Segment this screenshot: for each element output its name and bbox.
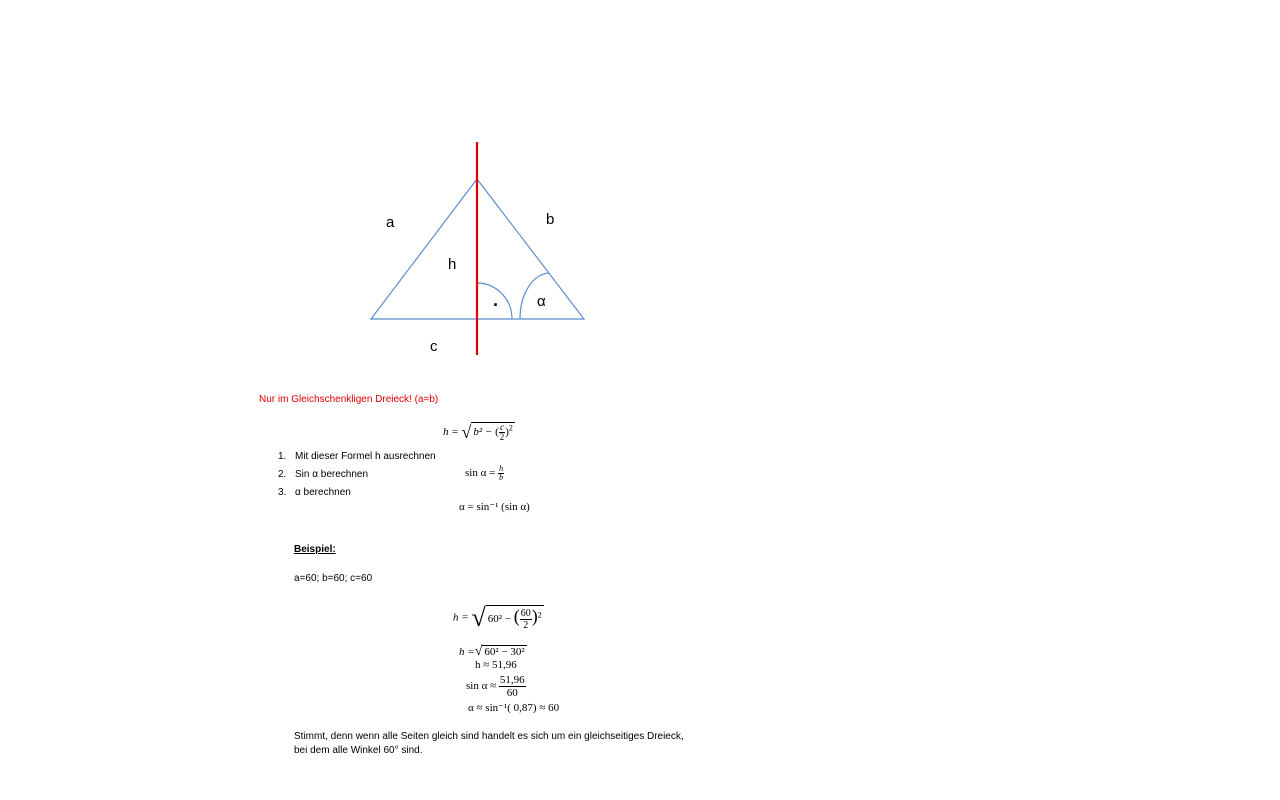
list-item <box>278 451 436 469</box>
sin-formula-frac-num: h <box>499 464 504 473</box>
example-line4-frac-den: 60 <box>506 687 518 699</box>
list-item <box>278 469 436 487</box>
example-line4-frac-num: 51,96 <box>499 674 525 686</box>
steps-list <box>278 451 436 505</box>
height-formula-frac-num: c <box>499 422 504 432</box>
side-label-b: b <box>546 211 555 228</box>
height-formula-frac-den: 2 <box>499 432 505 442</box>
sin-formula-lhs: sin α = <box>465 467 496 480</box>
example-given: a=60; b=60; c=60 <box>294 573 373 584</box>
side-label-c: c <box>430 338 438 355</box>
step-number: 1. <box>278 451 287 462</box>
example-line1-frac-num: 60 <box>520 607 531 619</box>
example-line4-lhs: sin α ≈ <box>466 680 497 693</box>
step-number: 2. <box>278 469 287 480</box>
height-formula-lhs: h = <box>443 426 459 439</box>
side-label-a: a <box>386 214 395 231</box>
step-text: Mit dieser Formel h ausrechnen <box>295 451 436 462</box>
right-angle-dot: . <box>493 290 499 310</box>
conclusion-line1: Stimmt, denn wenn alle Seiten gleich sind handelt es sich um ein gleichseitiges Dreieck, <box>294 731 684 742</box>
example-line3: h ≈ 51,96 <box>475 659 517 671</box>
sqrt-icon: √ <box>471 603 486 632</box>
alpha-formula: α = sin⁻¹ (sin α) <box>459 501 530 513</box>
sin-formula-frac-den: b <box>499 473 504 482</box>
example-line2-radicand: 60² − 30² <box>484 646 525 658</box>
list-item <box>278 487 436 505</box>
height-label-h: h <box>448 256 457 273</box>
isosceles-note: Nur im Gleichschenkligen Dreieck! (a=b) <box>259 394 439 405</box>
example-line1-term: 60² − <box>487 613 511 626</box>
angle-label-alpha: α <box>537 293 546 310</box>
step-text: α berechnen <box>295 487 351 498</box>
step-number: 3. <box>278 487 287 498</box>
example-line2-lhs: h = <box>459 646 475 658</box>
example-heading: Beispiel: <box>294 544 336 555</box>
sqrt-icon: √ <box>461 422 472 442</box>
example-line4 <box>466 674 526 699</box>
example-line1-exp: 2 <box>537 610 542 620</box>
conclusion-line2: bei dem alle Winkel 60° sind. <box>294 745 423 756</box>
height-formula: h = √ b² − ( $\frac{c}{2}$ )$^2$ <box>443 422 513 442</box>
height-formula-exp: 2 <box>508 423 513 433</box>
example-line1-frac-den: 2 <box>523 619 529 631</box>
height-formula-b2: b² − <box>473 426 493 439</box>
step-text: Sin α berechnen <box>295 469 369 480</box>
sqrt-icon: √ <box>474 644 483 659</box>
sin-formula <box>465 465 504 482</box>
example-line5: α ≈ sin⁻¹( 0,87) ≈ 60 <box>468 702 560 714</box>
example-line1: h = √ 60² − ( $\frac{60}{2}$ )$^2$ <box>453 603 542 632</box>
example-line1-lhs: h = <box>453 611 469 624</box>
example-line2 <box>459 644 527 660</box>
